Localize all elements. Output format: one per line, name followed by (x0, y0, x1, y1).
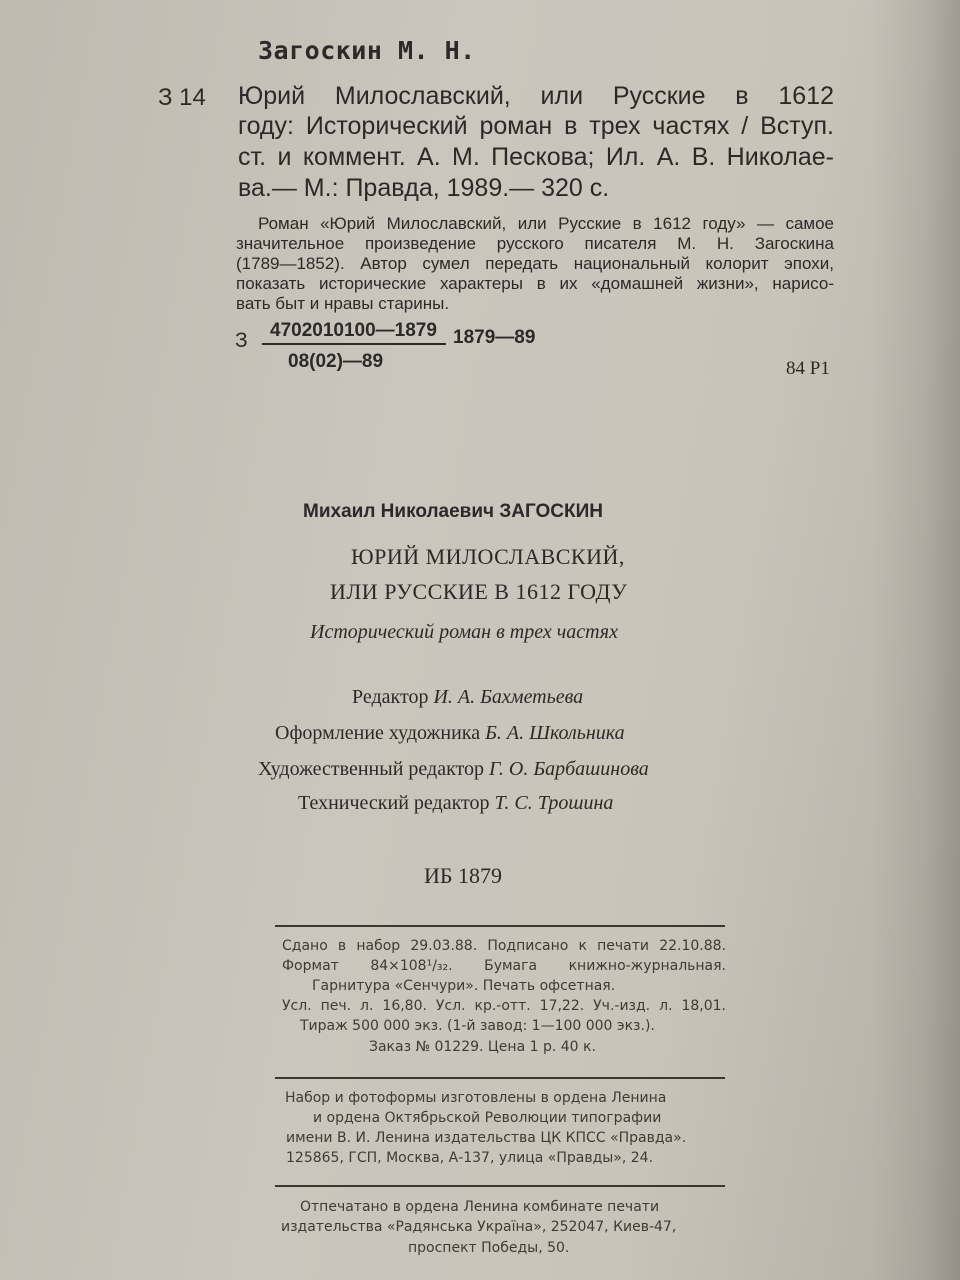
printed-info-line: издательства «Радянська Україна», 252047, Киев-47, (281, 1219, 677, 1235)
divider-line (275, 1077, 725, 1079)
credit-art-editor (258, 758, 649, 781)
catalog-annotation-line: Роман «Юрий Милославский, или Русские в 1612 году» — самое (258, 214, 834, 233)
divider-line (275, 1185, 725, 1187)
print-info-line: Заказ № 01229. Цена 1 р. 40 к. (369, 1039, 596, 1055)
catalog-entry-line: ст. и коммент. А. М. Пескова; Ил. А. В. Николае- (238, 143, 834, 171)
index-numerator: 4702010100—1879 (270, 320, 437, 341)
credit-tech-editor (298, 792, 613, 815)
credit-role: Оформление художника (275, 722, 481, 744)
ib-number: ИБ 1879 (424, 863, 503, 888)
printed-info-line: Отпечатано в ордена Ленина комбинате печати (300, 1199, 660, 1215)
index-suffix: 1879—89 (453, 327, 536, 348)
catalog-entry-line: Юрий Милославский, или Русские в 1612 (238, 82, 834, 110)
divider-line (275, 925, 725, 927)
credit-role: Технический редактор (298, 792, 490, 814)
catalog-annotation-line: (1789—1852). Автор сумел передать национальный колорит эпохи, (236, 254, 834, 273)
book-title-line-2: ИЛИ РУССКИЕ В 1612 ГОДУ (330, 579, 628, 604)
book-subtitle: Исторический роман в трех частях (310, 621, 618, 643)
print-info-line: Тираж 500 000 экз. (1-й завод: 1—100 000 экз.). (300, 1018, 655, 1034)
author-full-name: Михаил Николаевич ЗАГОСКИН (303, 501, 603, 522)
credit-person: Г. О. Барбашинова (489, 758, 649, 780)
catalog-code: З 14 (158, 84, 206, 111)
printer-info-line: и ордена Октябрьской Революции типографии (313, 1110, 662, 1126)
credit-person: И. А. Бахметьева (433, 686, 584, 708)
print-info-line: Гарнитура «Сенчури». Печать офсетная. (312, 978, 616, 994)
print-info-line: Сдано в набор 29.03.88. Подписано к печати 22.10.88. (282, 938, 726, 954)
credit-role: Художественный редактор (258, 758, 484, 780)
printer-info-line: имени В. И. Ленина издательства ЦК КПСС «Правда». (286, 1130, 687, 1146)
printed-info-line: проспект Победы, 50. (408, 1240, 570, 1256)
credit-person: Б. А. Школьника (485, 722, 625, 744)
catalog-entry-line: ва.— М.: Правда, 1989.— 320 с. (238, 174, 610, 202)
bbk-code: 84 Р1 (786, 358, 830, 379)
print-info-line: Формат 84×108¹/₃₂. Бумага книжно-журнальная. (282, 958, 726, 974)
print-info-line: Усл. печ. л. 16,80. Усл. кр.-отт. 17,22. Уч.-изд. л. 18,01. (282, 998, 726, 1014)
catalog-annotation-line: показать исторические характеры в их «домашней жизни», нарисо- (236, 274, 834, 293)
index-denominator: 08(02)—89 (288, 351, 384, 372)
catalog-author-heading: Загоскин М. Н. (258, 36, 476, 65)
credit-role: Редактор (352, 686, 429, 708)
fraction-bar (262, 343, 446, 345)
catalog-annotation-line: вать быт и нравы старины. (236, 294, 450, 313)
catalog-annotation-line: значительное произведение русского писателя М. Н. Загоскина (236, 234, 834, 253)
page-edge-shadow (870, 0, 960, 1280)
credit-designer (275, 722, 625, 745)
credit-person: Т. С. Трошина (494, 792, 614, 814)
index-prefix: З (235, 329, 248, 352)
printer-info-line: Набор и фотоформы изготовлены в ордена Ленина (285, 1090, 667, 1106)
printer-info-line: 125865, ГСП, Москва, А-137, улица «Правды», 24. (286, 1150, 654, 1166)
credit-editor (352, 686, 583, 709)
book-title-line-1: ЮРИЙ МИЛОСЛАВСКИЙ, (351, 544, 625, 569)
catalog-entry-line: году: Исторический роман в трех частях / Вступ. (238, 112, 834, 140)
